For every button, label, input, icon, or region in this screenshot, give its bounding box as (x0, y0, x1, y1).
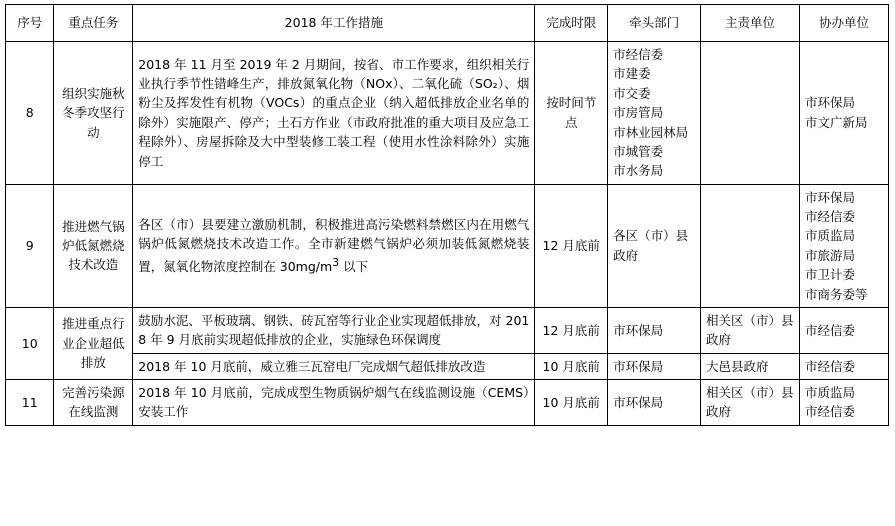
assist-unit-item: 市商务委等 (805, 286, 868, 302)
measure-text-superscript: 3 (332, 255, 340, 269)
row-main-unit (701, 184, 800, 307)
lead-department-item: 市经信委 (613, 47, 664, 62)
table-row (6, 307, 889, 353)
row-deadline: 按时间节点 (535, 42, 608, 185)
row-task: 完善污染源在线监测 (54, 380, 133, 426)
row-lead-departments (608, 307, 701, 353)
row-task: 推进燃气锅炉低氮燃烧技术改造 (54, 184, 133, 307)
row-lead-departments (608, 353, 701, 379)
table-row (6, 184, 889, 307)
assist-unit-item: 市质监局 (805, 385, 856, 400)
table-header-row (6, 5, 889, 42)
measure-text-post: 以下 (339, 259, 369, 275)
row-number: 9 (6, 184, 54, 307)
row-measure: 鼓励水泥、平板玻璃、钢铁、砖瓦窑等行业企业实现超低排放，对 2018 年 9 月底前实现超低排放的企业，实施绿色环保调度 (133, 307, 535, 353)
assist-unit-item: 市环保局 (805, 189, 856, 205)
assist-unit-item: 市文广新局 (805, 114, 868, 130)
row-assist-units (800, 380, 889, 426)
work-measures-table (5, 4, 889, 426)
lead-department-item: 市房管局 (613, 105, 664, 121)
row-lead-departments (608, 380, 701, 426)
row-assist-units (800, 307, 889, 353)
row-measure: 2018 年 10 月底前，威立雅三瓦窑电厂完成烟气超低排放改造 (133, 353, 535, 379)
header-cell-deadline: 完成时限 (535, 5, 608, 42)
table-row (6, 353, 889, 379)
lead-department-item: 市城管委 (613, 143, 664, 159)
row-assist-units (800, 184, 889, 307)
header-cell-lead: 牵头部门 (608, 5, 701, 42)
lead-department-item: 市建委 (613, 66, 651, 82)
assist-unit-item: 市旅游局 (805, 247, 856, 263)
table-row (6, 380, 889, 426)
row-main-unit: 大邑县政府 (701, 353, 800, 379)
row-assist-units (800, 353, 889, 379)
lead-department-item: 各区（市）县政府 (613, 228, 689, 263)
lead-department-item: 市林业园林局 (613, 124, 689, 140)
row-number: 8 (6, 42, 54, 185)
assist-unit-item: 市经信委 (805, 322, 856, 338)
row-number: 10 (6, 307, 54, 379)
table-body (6, 42, 889, 426)
header-cell-task: 重点任务 (54, 5, 133, 42)
assist-unit-item: 市经信委 (805, 209, 856, 224)
lead-department-item: 市交委 (613, 85, 651, 101)
header-cell-no: 序号 (6, 5, 54, 42)
table-row (6, 42, 889, 185)
row-task: 组织实施秋冬季攻坚行动 (54, 42, 133, 185)
row-main-unit (701, 42, 800, 185)
row-main-unit: 相关区（市）县政府 (701, 380, 800, 426)
lead-department-item: 市环保局 (613, 394, 664, 410)
row-number: 11 (6, 380, 54, 426)
row-main-unit: 相关区（市）县政府 (701, 307, 800, 353)
lead-department-item: 市水务局 (613, 163, 664, 179)
row-deadline: 10 月底前 (535, 353, 608, 379)
table-header (6, 5, 889, 42)
row-deadline: 12 月底前 (535, 307, 608, 353)
measure-text-pre: 各区（市）县要建立激励机制，积极推进高污染燃料禁燃区内在用燃气锅炉低氮燃烧技术改造工作。全市新建燃气锅炉必须加装低氮燃烧装置，氮氧化物浓度控制在 30mg/m (138, 217, 530, 275)
row-lead-departments (608, 184, 701, 307)
header-cell-main: 主责单位 (701, 5, 800, 42)
header-cell-assist: 协办单位 (800, 5, 889, 42)
assist-unit-item: 市质监局 (805, 228, 856, 244)
assist-unit-item: 市经信委 (805, 404, 856, 420)
assist-unit-item: 市经信委 (805, 358, 856, 374)
lead-department-item: 市环保局 (613, 358, 664, 374)
row-measure: 2018 年 11 月至 2019 年 2 月期间，按省、市工作要求，组织相关行业执行季节性错峰生产，排放氮氧化物（NOx）、二氧化硫（SO₂）、烟粉尘及挥发性有机物（VOCs）的重点企业（纳入超低排放企业名单的除外）实施限产、停产；土石方作业（市政府批准的重大项目及应急工程除外）、房屋拆除及大中型装修工装工程（使用水性涂料除外）实施停工 (133, 42, 535, 185)
assist-unit-item: 市卫计委 (805, 267, 856, 283)
row-measure (133, 184, 535, 307)
lead-department-item: 市环保局 (613, 322, 664, 338)
header-cell-measure: 2018 年工作措施 (133, 5, 535, 42)
row-deadline: 10 月底前 (535, 380, 608, 426)
row-lead-departments (608, 42, 701, 185)
assist-unit-item: 市环保局 (805, 95, 856, 111)
row-measure: 2018 年 10 月底前，完成成型生物质锅炉烟气在线监测设施（CEMS）安装工作 (133, 380, 535, 426)
row-assist-units (800, 42, 889, 185)
row-deadline: 12 月底前 (535, 184, 608, 307)
row-task: 推进重点行业企业超低排放 (54, 307, 133, 379)
